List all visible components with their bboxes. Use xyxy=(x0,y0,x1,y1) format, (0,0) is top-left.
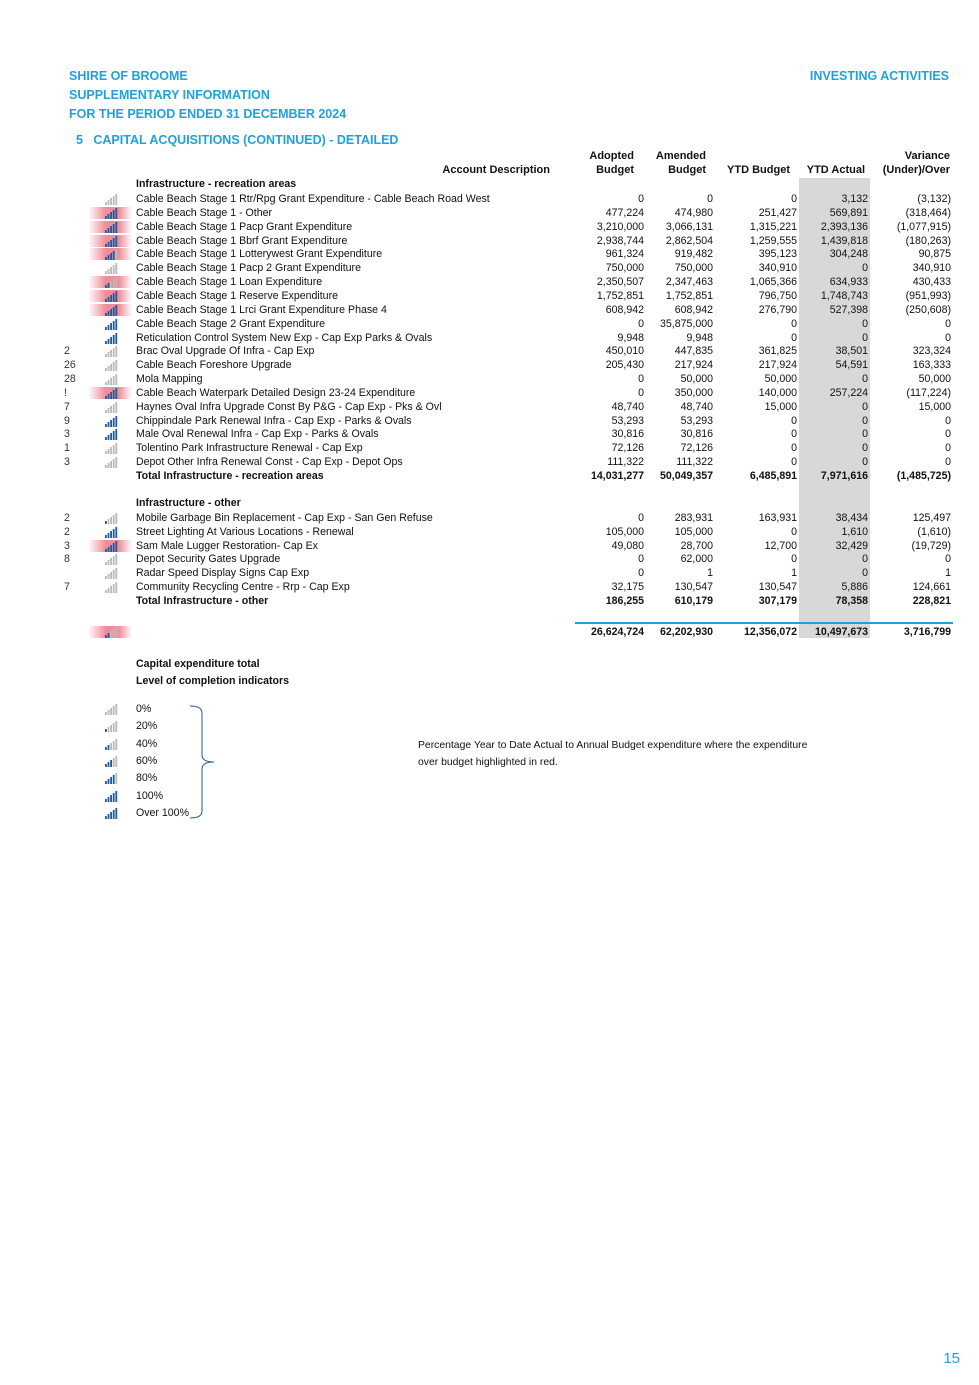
ytd-actual-cell: 10,497,673 xyxy=(814,626,868,638)
row-description: Male Oval Renewal Infra - Cap Exp - Parks & Ovals xyxy=(136,428,379,441)
adopted-budget-cell: 0 xyxy=(638,386,644,399)
table-row xyxy=(0,552,979,566)
variance-cell: (250,608) xyxy=(905,303,951,316)
completion-bars-icon xyxy=(104,526,118,538)
ytd-budget-cell: 163,931 xyxy=(758,511,797,524)
table-row xyxy=(0,192,979,206)
legend-label: 40% xyxy=(136,737,158,750)
completion-bars-icon xyxy=(104,193,118,205)
adopted-budget-cell: 49,080 xyxy=(611,539,644,552)
row-code: 9 xyxy=(64,414,70,427)
completion-bars-icon xyxy=(104,703,118,715)
adopted-budget-cell: 2,350,507 xyxy=(596,276,644,289)
amended-budget-cell: 217,924 xyxy=(674,359,713,372)
legend-label: 80% xyxy=(136,772,158,785)
row-code: 8 xyxy=(64,553,70,566)
variance-cell: 0 xyxy=(945,456,951,469)
table-row xyxy=(0,400,979,414)
table-row xyxy=(0,511,979,525)
amended-budget-cell: 3,066,131 xyxy=(665,220,713,233)
row-code: 1 xyxy=(64,442,70,455)
table-row xyxy=(0,261,979,275)
variance-cell: (180,263) xyxy=(905,234,951,247)
completion-bars-icon xyxy=(104,626,118,638)
table-row xyxy=(0,206,979,220)
ytd-budget-cell: 0 xyxy=(791,428,797,441)
ytd-budget-cell: 1,259,555 xyxy=(749,234,797,247)
legend-label: 20% xyxy=(136,720,158,733)
ytd-budget-cell: 251,427 xyxy=(758,206,797,219)
amended-budget-cell: 35,875,000 xyxy=(659,317,713,330)
variance-cell: (1,485,725) xyxy=(896,470,951,482)
table-row xyxy=(0,317,979,331)
completion-bars-icon xyxy=(104,235,118,247)
row-description: Cable Beach Stage 1 Rtr/Rpg Grant Expenditure - Cable Beach Road West xyxy=(136,193,490,205)
ytd-actual-cell: 257,224 xyxy=(829,386,868,399)
ytd-budget-cell: 0 xyxy=(791,331,797,344)
ytd-actual-cell: 54,591 xyxy=(835,359,868,372)
row-code: ! xyxy=(64,386,67,399)
section-title: 5 CAPITAL ACQUISITIONS (CONTINUED) - DETAILED xyxy=(76,133,399,147)
amended-budget-cell: 62,202,930 xyxy=(659,626,713,638)
adopted-budget-cell: 961,324 xyxy=(605,248,644,261)
row-code: 26 xyxy=(64,359,76,372)
variance-cell: 50,000 xyxy=(918,373,951,386)
amended-budget-cell: 53,293 xyxy=(680,414,713,427)
amended-budget-cell: 105,000 xyxy=(674,525,713,538)
completion-bars-icon xyxy=(104,373,118,385)
variance-cell: 90,875 xyxy=(918,248,951,261)
table-row xyxy=(0,289,979,303)
adopted-budget-cell: 750,000 xyxy=(605,262,644,275)
ytd-budget-cell: 276,790 xyxy=(758,303,797,316)
amended-budget-cell: 1,752,851 xyxy=(665,289,713,302)
ytd-actual-cell: 304,248 xyxy=(829,248,868,261)
adopted-budget-cell: 9,948 xyxy=(617,331,644,344)
row-description: Mobile Garbage Bin Replacement - Cap Exp - San Gen Refuse xyxy=(136,511,433,524)
adopted-budget-cell: 608,942 xyxy=(605,303,644,316)
adopted-budget-cell: 111,322 xyxy=(607,456,644,469)
grand-total-row xyxy=(0,625,979,639)
row-description: Cable Beach Stage 1 Bbrf Grant Expenditure xyxy=(136,234,348,247)
amended-budget-cell: 72,126 xyxy=(680,442,713,455)
amended-budget-cell: 130,547 xyxy=(674,581,713,594)
variance-cell: 0 xyxy=(945,414,951,427)
table-row xyxy=(0,539,979,553)
amended-budget-cell: 28,700 xyxy=(680,539,713,552)
variance-cell: 430,433 xyxy=(912,276,951,289)
completion-bars-icon xyxy=(104,567,118,579)
ytd-budget-cell: 0 xyxy=(791,553,797,566)
completion-bars-icon xyxy=(104,807,118,819)
row-description: Depot Security Gates Upgrade xyxy=(136,553,281,566)
completion-bars-icon xyxy=(104,304,118,316)
ytd-actual-cell: 0 xyxy=(862,373,868,386)
ytd-actual-cell: 0 xyxy=(862,262,868,275)
ytd-actual-cell: 0 xyxy=(862,442,868,455)
completion-bars-icon xyxy=(104,456,118,468)
ytd-actual-cell: 0 xyxy=(862,553,868,566)
ytd-actual-cell: 0 xyxy=(862,428,868,441)
amended-budget-cell: 62,000 xyxy=(680,553,713,566)
variance-cell: 0 xyxy=(945,442,951,455)
col-variance: Variance (Under)/Over xyxy=(882,150,950,176)
variance-cell: (19,729) xyxy=(911,539,951,552)
ytd-actual-cell: 0 xyxy=(862,400,868,413)
variance-cell: 0 xyxy=(945,553,951,566)
completion-bars-icon xyxy=(104,581,118,593)
ytd-actual-cell: 0 xyxy=(862,331,868,344)
ytd-actual-cell: 2,393,136 xyxy=(820,220,868,233)
ytd-actual-cell: 0 xyxy=(862,317,868,330)
table-row xyxy=(0,372,979,386)
row-description: Haynes Oval Infra Upgrade Const By P&G - Cap Exp - Pks & Ovl xyxy=(136,400,442,413)
completion-bars-icon xyxy=(104,401,118,413)
table-row xyxy=(0,414,979,428)
total-row xyxy=(0,594,979,608)
completion-bars-icon xyxy=(104,221,118,233)
row-description: Cable Beach Stage 1 Pacp Grant Expenditure xyxy=(136,220,353,233)
ytd-actual-cell: 1,748,743 xyxy=(820,289,868,302)
amended-budget-cell: 610,179 xyxy=(674,594,713,607)
adopted-budget-cell: 3,210,000 xyxy=(596,220,644,233)
header-category: INVESTING ACTIVITIES xyxy=(809,69,949,83)
ytd-budget-cell: 307,179 xyxy=(758,594,797,607)
ytd-actual-cell: 1,610 xyxy=(841,525,868,538)
adopted-budget-cell: 14,031,277 xyxy=(590,470,644,482)
variance-cell: 0 xyxy=(945,331,951,344)
completion-bars-icon xyxy=(104,755,118,767)
row-code: 2 xyxy=(64,525,70,538)
variance-cell: 323,324 xyxy=(912,345,951,358)
amended-budget-cell: 608,942 xyxy=(674,303,713,316)
completion-bars-icon xyxy=(104,207,118,219)
row-description: Cable Beach Stage 1 Pacp 2 Grant Expenditure xyxy=(136,262,361,275)
amended-budget-cell: 30,816 xyxy=(680,428,713,441)
ytd-actual-cell: 634,933 xyxy=(829,276,868,289)
grand-total-rule xyxy=(575,622,953,624)
ytd-actual-cell: 1,439,818 xyxy=(820,234,868,247)
completion-bars-icon xyxy=(104,428,118,440)
amended-budget-cell: 447,835 xyxy=(674,345,713,358)
variance-cell: 124,661 xyxy=(912,581,951,594)
completion-bars-icon xyxy=(104,790,118,802)
amended-budget-cell: 919,482 xyxy=(674,248,713,261)
row-code: 7 xyxy=(64,581,70,594)
ytd-budget-cell: 340,910 xyxy=(758,262,797,275)
ytd-budget-cell: 1 xyxy=(791,567,797,580)
ytd-budget-cell: 12,356,072 xyxy=(743,626,797,638)
total-row xyxy=(0,469,979,483)
ytd-actual-cell: 0 xyxy=(862,414,868,427)
col-ytd-budget: YTD Budget xyxy=(727,164,790,176)
adopted-budget-cell: 2,938,744 xyxy=(596,234,644,247)
row-description: Brac Oval Upgrade Of Infra - Cap Exp xyxy=(136,345,315,358)
row-description: Cable Beach Waterpark Detailed Design 23-24 Expenditure xyxy=(136,386,416,399)
page-number: 15 xyxy=(943,1350,960,1367)
completion-bars-icon xyxy=(104,442,118,454)
completion-bars-icon xyxy=(104,387,118,399)
table-row xyxy=(0,566,979,580)
ytd-actual-cell: 7,971,616 xyxy=(820,470,868,482)
col-amended-budget: Amended Budget xyxy=(655,150,706,176)
row-description: Depot Other Infra Renewal Const - Cap Exp - Depot Ops xyxy=(136,456,403,469)
row-code: 28 xyxy=(64,373,76,386)
ytd-budget-cell: 12,700 xyxy=(764,539,797,552)
completion-bars-icon xyxy=(104,276,118,288)
adopted-budget-cell: 186,255 xyxy=(605,594,644,607)
amended-budget-cell: 50,049,357 xyxy=(659,470,713,482)
amended-budget-cell: 2,347,463 xyxy=(665,276,713,289)
row-code: 3 xyxy=(64,428,70,441)
completion-bars-icon xyxy=(104,248,118,260)
ytd-budget-cell: 0 xyxy=(791,456,797,469)
row-description: Cable Beach Foreshore Upgrade xyxy=(136,359,292,372)
amended-budget-cell: 283,931 xyxy=(674,511,713,524)
legend-note: Percentage Year to Date Actual to Annual Budget expenditure where the expenditure over budget highlighted in red. xyxy=(418,740,808,768)
col-account-description: Account Description xyxy=(442,164,550,176)
adopted-budget-cell: 0 xyxy=(638,567,644,580)
ytd-budget-cell: 395,123 xyxy=(758,248,797,261)
adopted-budget-cell: 205,430 xyxy=(605,359,644,372)
adopted-budget-cell: 72,126 xyxy=(611,442,644,455)
ytd-actual-cell: 0 xyxy=(862,567,868,580)
row-code: 3 xyxy=(64,456,70,469)
table-row xyxy=(0,358,979,372)
amended-budget-cell: 50,000 xyxy=(680,373,713,386)
legend-brace xyxy=(186,705,220,819)
table-row xyxy=(0,386,979,400)
row-description: Reticulation Control System New Exp - Cap Exp Parks & Ovals xyxy=(136,331,433,344)
completion-bars-icon xyxy=(104,359,118,371)
legend-label: 0% xyxy=(136,703,152,715)
completion-bars-icon xyxy=(104,290,118,302)
adopted-budget-cell: 0 xyxy=(638,553,644,566)
ytd-budget-cell: 796,750 xyxy=(758,289,797,302)
row-description: Radar Speed Display Signs Cap Exp xyxy=(136,567,310,580)
row-description: Tolentino Park Infrastructure Renewal - Cap Exp xyxy=(136,442,363,455)
table-row xyxy=(0,580,979,594)
row-description: Total Infrastructure - other xyxy=(136,594,269,607)
variance-cell: 0 xyxy=(945,428,951,441)
ytd-budget-cell: 0 xyxy=(791,442,797,455)
variance-cell: 228,821 xyxy=(912,594,951,607)
completion-bars-icon xyxy=(104,512,118,524)
amended-budget-cell: 48,740 xyxy=(680,400,713,413)
variance-cell: 125,497 xyxy=(912,511,951,524)
adopted-budget-cell: 0 xyxy=(638,193,644,205)
amended-budget-cell: 350,000 xyxy=(674,386,713,399)
completion-bars-icon xyxy=(104,720,118,732)
section-heading: Infrastructure - recreation areas xyxy=(136,178,297,190)
ytd-actual-cell: 527,398 xyxy=(829,303,868,316)
row-description: Community Recycling Centre - Rrp - Cap Exp xyxy=(136,581,350,594)
completion-bars-icon xyxy=(104,540,118,552)
row-description: Sam Male Lugger Restoration- Cap Ex xyxy=(136,539,318,552)
report-subtitle: SUPPLEMENTARY INFORMATION xyxy=(69,88,270,102)
adopted-budget-cell: 477,224 xyxy=(605,206,644,219)
table-row xyxy=(0,220,979,234)
adopted-budget-cell: 53,293 xyxy=(611,414,644,427)
amended-budget-cell: 2,862,504 xyxy=(665,234,713,247)
row-description: Street Lighting At Various Locations - Renewal xyxy=(136,525,354,538)
variance-cell: 340,910 xyxy=(912,262,951,275)
adopted-budget-cell: 1,752,851 xyxy=(596,289,644,302)
ytd-budget-cell: 0 xyxy=(791,193,797,205)
legend-label: Over 100% xyxy=(136,806,189,819)
completion-bars-icon xyxy=(104,738,118,750)
row-code: 2 xyxy=(64,345,70,358)
legend-label: 100% xyxy=(136,789,164,802)
variance-cell: (3,132) xyxy=(917,193,951,205)
legend-label: 60% xyxy=(136,754,158,767)
row-description: Cable Beach Stage 1 Lrci Grant Expenditure Phase 4 xyxy=(136,303,387,316)
section-heading: Infrastructure - other xyxy=(136,496,241,509)
completion-bars-icon xyxy=(104,332,118,344)
ytd-budget-cell: 0 xyxy=(791,414,797,427)
ytd-budget-cell: 130,547 xyxy=(758,581,797,594)
capex-total-label: Capital expenditure total xyxy=(136,658,260,670)
ytd-budget-cell: 6,485,891 xyxy=(749,470,797,482)
variance-cell: 163,333 xyxy=(912,359,951,372)
table-row xyxy=(0,441,979,455)
variance-cell: 3,716,799 xyxy=(903,626,951,638)
completion-bars-icon xyxy=(104,318,118,330)
variance-cell: (1,610) xyxy=(917,525,951,538)
amended-budget-cell: 474,980 xyxy=(674,206,713,219)
completion-bars-icon xyxy=(104,345,118,357)
completion-bars-icon xyxy=(104,772,118,784)
adopted-budget-cell: 48,740 xyxy=(611,400,644,413)
completion-bars-icon xyxy=(104,553,118,565)
table-row xyxy=(0,344,979,358)
ytd-budget-cell: 15,000 xyxy=(764,400,797,413)
row-code: 7 xyxy=(64,400,70,413)
variance-cell: 15,000 xyxy=(918,400,951,413)
amended-budget-cell: 750,000 xyxy=(674,262,713,275)
table-row xyxy=(0,525,979,539)
ytd-actual-cell: 569,891 xyxy=(829,206,868,219)
table-row xyxy=(0,303,979,317)
adopted-budget-cell: 0 xyxy=(638,373,644,386)
completion-bars-icon xyxy=(104,262,118,274)
adopted-budget-cell: 32,175 xyxy=(611,581,644,594)
ytd-budget-cell: 361,825 xyxy=(758,345,797,358)
adopted-budget-cell: 26,624,724 xyxy=(590,626,644,638)
adopted-budget-cell: 450,010 xyxy=(605,345,644,358)
ytd-actual-cell: 38,434 xyxy=(835,511,868,524)
row-description: Cable Beach Stage 1 Reserve Expenditure xyxy=(136,289,338,302)
ytd-budget-cell: 217,924 xyxy=(758,359,797,372)
ytd-budget-cell: 0 xyxy=(791,317,797,330)
ytd-budget-cell: 1,315,221 xyxy=(749,220,797,233)
table-row xyxy=(0,455,979,469)
variance-cell: (318,464) xyxy=(905,206,951,219)
ytd-budget-cell: 140,000 xyxy=(758,386,797,399)
table-row xyxy=(0,331,979,345)
row-description: Cable Beach Stage 2 Grant Expenditure xyxy=(136,317,326,330)
row-description: Cable Beach Stage 1 Loan Expenditure xyxy=(136,276,323,289)
ytd-budget-cell: 1,065,366 xyxy=(749,276,797,289)
org-name: SHIRE OF BROOME xyxy=(69,69,188,83)
row-code: 3 xyxy=(64,539,70,552)
report-period: FOR THE PERIOD ENDED 31 DECEMBER 2024 xyxy=(69,107,347,121)
variance-cell: (117,224) xyxy=(906,386,951,399)
row-description: Chippindale Park Renewal Infra - Cap Exp - Parks & Ovals xyxy=(136,414,412,427)
col-ytd-actual: YTD Actual xyxy=(806,164,865,176)
ytd-actual-cell: 3,132 xyxy=(841,193,868,205)
adopted-budget-cell: 105,000 xyxy=(605,525,644,538)
col-adopted-budget: Adopted Budget xyxy=(589,150,634,176)
ytd-actual-cell: 32,429 xyxy=(835,539,868,552)
amended-budget-cell: 0 xyxy=(707,193,713,205)
adopted-budget-cell: 0 xyxy=(638,511,644,524)
ytd-actual-cell: 0 xyxy=(862,456,868,469)
ytd-actual-cell: 38,501 xyxy=(835,345,868,358)
row-description: Cable Beach Stage 1 - Other xyxy=(136,206,273,219)
level-indicators-label: Level of completion indicators xyxy=(136,675,290,687)
table-row xyxy=(0,247,979,261)
variance-cell: 0 xyxy=(945,317,951,330)
variance-cell: (1,077,915) xyxy=(896,220,951,233)
table-row xyxy=(0,275,979,289)
variance-cell: 1 xyxy=(945,567,951,580)
variance-cell: (951,993) xyxy=(905,289,951,302)
amended-budget-cell: 9,948 xyxy=(686,331,713,344)
adopted-budget-cell: 0 xyxy=(638,317,644,330)
row-description: Total Infrastructure - recreation areas xyxy=(136,470,324,482)
adopted-budget-cell: 30,816 xyxy=(611,428,644,441)
amended-budget-cell: 111,322 xyxy=(676,456,713,469)
row-description: Cable Beach Stage 1 Lotterywest Grant Expenditure xyxy=(136,248,383,261)
ytd-actual-cell: 5,886 xyxy=(841,581,868,594)
ytd-actual-cell: 78,358 xyxy=(835,594,868,607)
amended-budget-cell: 1 xyxy=(707,567,713,580)
completion-bars-icon xyxy=(104,415,118,427)
ytd-budget-cell: 0 xyxy=(791,525,797,538)
table-row xyxy=(0,234,979,248)
row-description: Mola Mapping xyxy=(136,373,203,386)
ytd-budget-cell: 50,000 xyxy=(764,373,797,386)
row-code: 2 xyxy=(64,511,70,524)
table-row xyxy=(0,427,979,441)
